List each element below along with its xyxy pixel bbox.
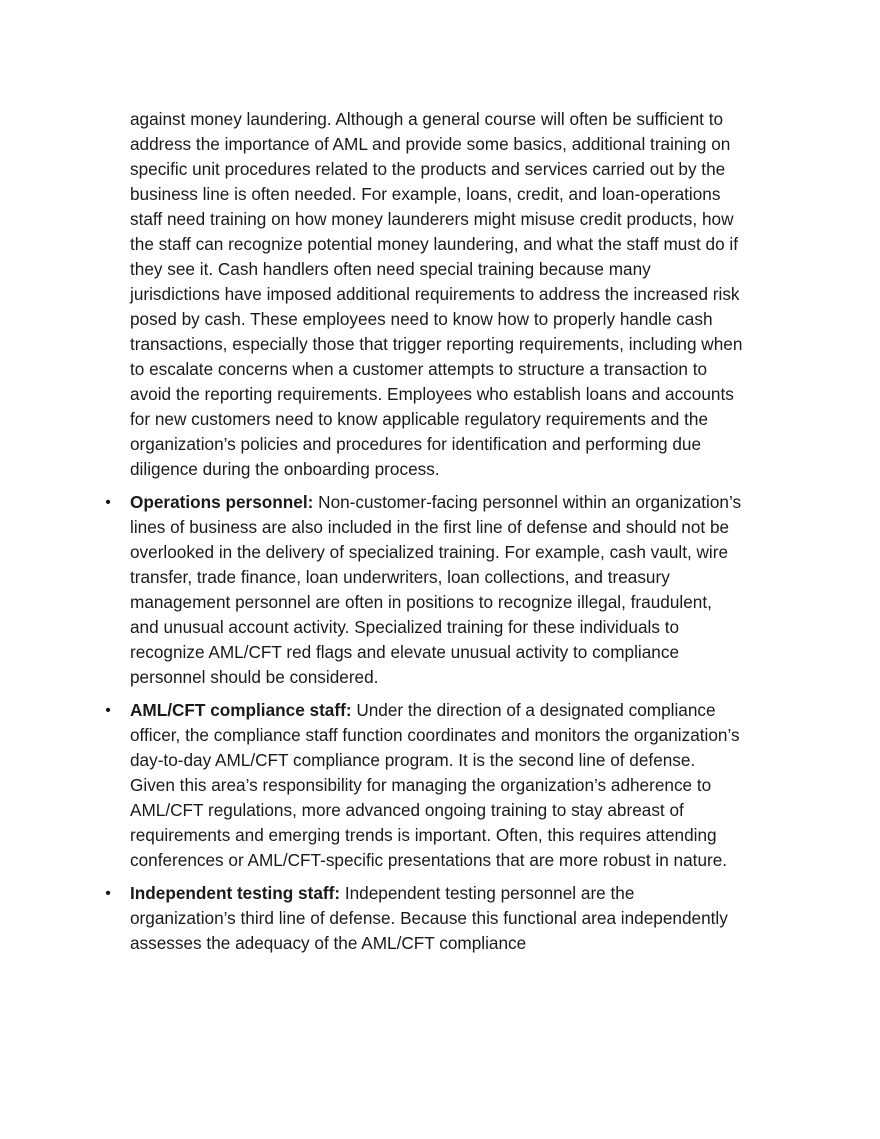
list-item-lead: Operations personnel:: [130, 492, 314, 512]
bullet-icon: •: [105, 702, 111, 719]
list-item-text: Non-customer-facing personnel within an organization’s lines of business are also included in the first line of defense and should not be overlooked in the delivery of specialized training. For example, cash vault, wire transfer, trade finance, loan underwriters, loan collections, and treasury management personnel are often in positions to recognize illegal, fraudulent, and unusual account activity. Specialized training for these individuals to recognize AML/CFT red flags and elevate unusual activity to compliance personnel should be considered.: [130, 492, 742, 687]
training-audience-list: [105, 490, 744, 956]
list-item-independent-testing-staff: [105, 881, 744, 956]
bullet-icon: •: [105, 494, 111, 511]
list-item-text: Independent testing personnel are the organization’s third line of defense. Because this functional area independently assesses the adequacy of the AML/CFT compliance: [130, 883, 728, 953]
list-item-lead: AML/CFT compliance staff:: [130, 700, 352, 720]
list-item-lead: Independent testing staff:: [130, 883, 341, 903]
list-item-text: Under the direction of a designated compliance officer, the compliance staff function coordinates and monitors the organization’s day-to-day AML/CFT compliance program. It is the second line of defense. Given this area’s responsibility for managing the organization’s adherence to AML/CFT regulations, more advanced ongoing training to stay abreast of requirements and emerging trends is important. Often, this requires attending conferences or AML/CFT-specific presentations that are more robust in nature.: [130, 700, 740, 870]
list-item-operations-personnel: [105, 490, 744, 690]
page-content: [105, 107, 744, 964]
bullet-icon: •: [105, 885, 111, 902]
list-item-compliance-staff: [105, 698, 744, 873]
continuation-paragraph: against money laundering. Although a general course will often be sufficient to address the importance of AML and provide some basics, additional training on specific unit procedures related to the products and services carried out by the business line is often needed. For example, loans, credit, and loan-operations staff need training on how money launderers might misuse credit products, how the staff can recognize potential money laundering, and what the staff must do if they see it. Cash handlers often need special training because many jurisdictions have imposed additional requirements to address the increased risk posed by cash. These employees need to know how to properly handle cash transactions, especially those that trigger reporting requirements, including when to escalate concerns when a customer attempts to structure a transaction to avoid the reporting requirements. Employees who establish loans and accounts for new customers need to know applicable regulatory requirements and the organization’s policies and procedures for identification and performing due diligence during the onboarding process.: [130, 109, 743, 479]
